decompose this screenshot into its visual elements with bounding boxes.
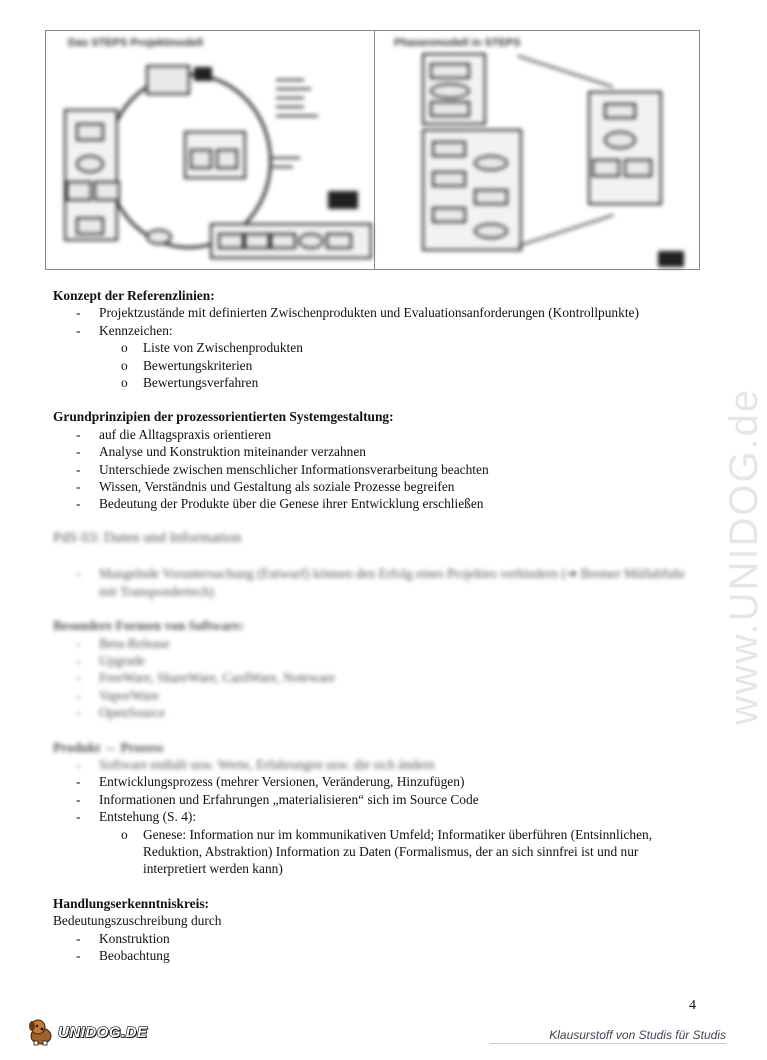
bullet-list [53, 930, 703, 965]
section-grundprinzipien [53, 408, 703, 512]
list-item: - Software enthält usw. Werte, Erfahrungen usw. die sich ändern [53, 756, 703, 773]
section-heading: PdS 03: Daten und Information [53, 529, 242, 546]
section-pds03 [53, 530, 703, 600]
section-heading: Handlungserkenntniskreis: [53, 895, 210, 911]
sub-list-item: o Bewertungskriterien [53, 357, 703, 374]
footer-divider [490, 1043, 726, 1044]
logo-text: UNIDOG.DE [58, 1023, 148, 1041]
sub-list-item: o Genese: Information nur im kommunikativen Umfeld; Informatiker überführen (Entsinnlichen, Reduktion, Abstraktion) Information zu Daten (Formalismus, der an sich sinnfrei ist und nur interpretiert werden kann) [53, 826, 703, 878]
section-heading: Produkt ⇔ Prozess [53, 739, 164, 755]
list-item: - Analyse und Konstruktion miteinander verzahnen [53, 443, 703, 460]
dog-icon [26, 1017, 56, 1047]
sub-list-item: o Bewertungsverfahren [53, 374, 703, 391]
bullet-list [53, 756, 703, 878]
diagram-left-title: Das STEPS Projektmodell [68, 37, 204, 49]
bullet-list [53, 304, 703, 391]
list-item: - Entwicklungsprozess (mehrer Versionen, Veränderung, Hinzufügen) [53, 773, 703, 790]
list-item: - Kennzeichen: [53, 322, 703, 339]
sub-list-item: o Liste von Zwischenprodukten [53, 339, 703, 356]
list-item: - auf die Alltagspraxis orientieren [53, 426, 703, 443]
list-item: - Projektzustände mit definierten Zwischenprodukten und Evaluationsanforderungen (Kontrollpunkte) [53, 304, 703, 321]
diagram-right-title: Phasenmodell in STEPS [394, 37, 521, 49]
bullet-list [53, 635, 703, 722]
steps-diagram-figure [45, 30, 700, 270]
section-software-formen [53, 617, 703, 721]
list-item: - Entstehung (S. 4): [53, 808, 703, 825]
list-item: - Unterschiede zwischen menschlicher Informationsverarbeitung beachten [53, 461, 703, 478]
section-intro: Bedeutungszuschreibung durch [53, 913, 222, 929]
section-produkt-prozess [53, 739, 703, 878]
bullet-list [53, 426, 703, 513]
section-handlungserkenntniskreis [53, 895, 703, 965]
section-heading: Besondere Formen von Software: [53, 618, 245, 634]
footer-slogan: Klausurstoff von Studis für Studis [549, 1028, 726, 1042]
watermark [686, 270, 766, 730]
watermark-text: www.UNIDOG.de [722, 387, 766, 725]
steps-projektmodell-diagram: Das STEPS Projektmodell ▬▬▬▬ ▬▬▬▬▬ ▬▬▬▬ ▬▬▬▬ ▬▬▬▬▬▬ ▬▬▬▬ ▬▬▬ [46, 31, 375, 269]
list-item: - Bedeutung der Produkte über die Genese ihrer Entwicklung erschließen [53, 495, 703, 512]
list-item: - Mangelnde Voruntersuchung (Entwurf) können den Erfolg eines Projektes verhindern (➔ Bremer Müllabfuhr mit Transpondertech) [53, 565, 703, 600]
list-item: - VaporWare [53, 687, 703, 704]
list-item: - OpenSource [53, 704, 703, 721]
list-item: - Konstruktion [53, 930, 703, 947]
list-item: - Wissen, Verständnis und Gestaltung als soziale Prozesse begreifen [53, 478, 703, 495]
page-number: 4 [689, 998, 696, 1013]
list-item: - Beta-Release [53, 635, 703, 652]
document-body [53, 287, 703, 964]
section-referenzlinien [53, 287, 703, 391]
phasenmodell-diagram [374, 31, 699, 269]
unidog-logo [26, 1014, 148, 1050]
list-item: - Upgrade [53, 652, 703, 669]
list-item: - FreeWare, ShareWare, CardWare, Noteware [53, 669, 703, 686]
section-heading: Grundprinzipien der prozessorientierten Systemgestaltung: [53, 409, 394, 425]
bullet-list [53, 565, 703, 600]
list-item: - Informationen und Erfahrungen „materialisieren“ sich im Source Code [53, 791, 703, 808]
section-heading: Konzept der Referenzlinien: [53, 288, 215, 303]
list-item: - Beobachtung [53, 947, 703, 964]
